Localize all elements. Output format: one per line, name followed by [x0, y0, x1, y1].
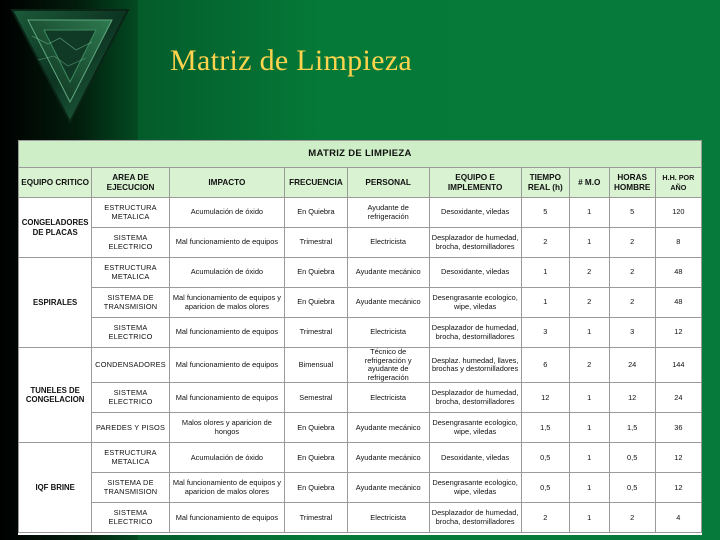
impacto-cell: Acumulación de óxido: [169, 198, 284, 228]
horas-cell: 3: [609, 318, 655, 348]
tiempo-cell: 1,5: [521, 413, 569, 443]
mo-cell: 2: [569, 288, 609, 318]
table-row: [19, 503, 702, 533]
implemento-cell: Desoxidante, viledas: [429, 258, 521, 288]
personal-cell: Ayudante mecánico: [347, 258, 429, 288]
header-cell: AREA DE EJECUCION: [92, 168, 170, 198]
horas-cell: 2: [609, 288, 655, 318]
personal-cell: Ayudante mecánico: [347, 443, 429, 473]
area-cell: PAREDES Y PISOS: [92, 413, 170, 443]
personal-cell: Ayudante mecánico: [347, 413, 429, 443]
mo-cell: 2: [569, 258, 609, 288]
table-row: [19, 318, 702, 348]
implemento-cell: Desengrasante ecologico, wipe, viledas: [429, 413, 521, 443]
implemento-cell: Desplazador de humedad, brocha, destornilladores: [429, 503, 521, 533]
frecuencia-cell: En Quiebra: [285, 443, 348, 473]
mo-cell: 1: [569, 198, 609, 228]
tiempo-cell: 2: [521, 228, 569, 258]
equipment-cell: ESPIRALES: [19, 258, 92, 348]
tiempo-cell: 3: [521, 318, 569, 348]
hh-cell: 48: [655, 258, 701, 288]
table-row: [19, 473, 702, 503]
cleaning-matrix-table: [18, 140, 702, 535]
table-row: [19, 288, 702, 318]
impacto-cell: Mal funcionamiento de equipos y aparicion de malos olores: [169, 288, 284, 318]
header-cell: FRECUENCIA: [285, 168, 348, 198]
hh-cell: 144: [655, 348, 701, 383]
header-cell: # M.O: [569, 168, 609, 198]
horas-cell: 12: [609, 383, 655, 413]
implemento-cell: Desplaz. humedad, llaves, brochas y destornilladores: [429, 348, 521, 383]
impacto-cell: Acumulación de óxido: [169, 443, 284, 473]
implemento-cell: Desengrasante ecologico, wipe, viledas: [429, 473, 521, 503]
area-cell: SISTEMA DE TRANSMISION: [92, 288, 170, 318]
tiempo-cell: 0,5: [521, 443, 569, 473]
area-cell: SISTEMA ELECTRICO: [92, 228, 170, 258]
personal-cell: Ayudante mecánico: [347, 288, 429, 318]
header-cell: EQUIPO CRITICO: [19, 168, 92, 198]
marble-triangle-emblem: [8, 6, 132, 126]
area-cell: ESTRUCTURA METALICA: [92, 198, 170, 228]
implemento-cell: Desengrasante ecologico, wipe, viledas: [429, 288, 521, 318]
personal-cell: Ayudante de refrigeración: [347, 198, 429, 228]
horas-cell: 0,5: [609, 443, 655, 473]
personal-cell: Electricista: [347, 318, 429, 348]
tiempo-cell: 2: [521, 503, 569, 533]
impacto-cell: Malos olores y aparicion de hongos: [169, 413, 284, 443]
impacto-cell: Mal funcionamiento de equipos: [169, 348, 284, 383]
hh-cell: 48: [655, 288, 701, 318]
table-row: [19, 258, 702, 288]
hh-cell: 8: [655, 228, 701, 258]
impacto-cell: Acumulación de óxido: [169, 258, 284, 288]
equipment-cell: CONGELADORES DE PLACAS: [19, 198, 92, 258]
tiempo-cell: 6: [521, 348, 569, 383]
table-row: [19, 413, 702, 443]
area-cell: SISTEMA ELECTRICO: [92, 318, 170, 348]
frecuencia-cell: En Quiebra: [285, 258, 348, 288]
area-cell: CONDENSADORES: [92, 348, 170, 383]
hh-cell: 120: [655, 198, 701, 228]
header-cell: EQUIPO E IMPLEMENTO: [429, 168, 521, 198]
implemento-cell: Desplazador de humedad, brocha, destornilladores: [429, 228, 521, 258]
table-title: MATRIZ DE LIMPIEZA: [19, 141, 702, 168]
tiempo-cell: 12: [521, 383, 569, 413]
equipment-cell: TUNELES DE CONGELACION: [19, 348, 92, 443]
tiempo-cell: 1: [521, 288, 569, 318]
area-cell: SISTEMA ELECTRICO: [92, 503, 170, 533]
personal-cell: Electricista: [347, 503, 429, 533]
area-cell: SISTEMA DE TRANSMISION: [92, 473, 170, 503]
header-cell: HORAS HOMBRE: [609, 168, 655, 198]
impacto-cell: Mal funcionamiento de equipos: [169, 383, 284, 413]
frecuencia-cell: En Quiebra: [285, 413, 348, 443]
hh-cell: 36: [655, 413, 701, 443]
implemento-cell: Desoxidante, viledas: [429, 198, 521, 228]
equipment-cell: IQF BRINE: [19, 443, 92, 533]
implemento-cell: Desoxidante, viledas: [429, 443, 521, 473]
hh-cell: 12: [655, 443, 701, 473]
mo-cell: 1: [569, 473, 609, 503]
area-cell: ESTRUCTURA METALICA: [92, 258, 170, 288]
frecuencia-cell: En Quiebra: [285, 288, 348, 318]
tiempo-cell: 1: [521, 258, 569, 288]
table-row: [19, 383, 702, 413]
impacto-cell: Mal funcionamiento de equipos: [169, 318, 284, 348]
area-cell: SISTEMA ELECTRICO: [92, 383, 170, 413]
impacto-cell: Mal funcionamiento de equipos: [169, 228, 284, 258]
horas-cell: 24: [609, 348, 655, 383]
mo-cell: 1: [569, 443, 609, 473]
personal-cell: Electricista: [347, 383, 429, 413]
header-row: [19, 168, 702, 198]
table-row: [19, 443, 702, 473]
header-cell: H.H. POR AÑO: [655, 168, 701, 198]
horas-cell: 2: [609, 258, 655, 288]
tiempo-cell: 5: [521, 198, 569, 228]
mo-cell: 1: [569, 228, 609, 258]
header-cell: IMPACTO: [169, 168, 284, 198]
frecuencia-cell: Trimestral: [285, 228, 348, 258]
area-cell: ESTRUCTURA METALICA: [92, 443, 170, 473]
hh-cell: 24: [655, 383, 701, 413]
impacto-cell: Mal funcionamiento de equipos: [169, 503, 284, 533]
personal-cell: Técnico de refrigeración y ayudante de refrigeración: [347, 348, 429, 383]
frecuencia-cell: Bimensual: [285, 348, 348, 383]
horas-cell: 5: [609, 198, 655, 228]
implemento-cell: Desplazador de humedad, brocha, destornilladores: [429, 383, 521, 413]
frecuencia-cell: Trimestral: [285, 503, 348, 533]
frecuencia-cell: En Quiebra: [285, 473, 348, 503]
mo-cell: 1: [569, 383, 609, 413]
horas-cell: 2: [609, 228, 655, 258]
frecuencia-cell: Trimestral: [285, 318, 348, 348]
impacto-cell: Mal funcionamiento de equipos y aparicion de malos olores: [169, 473, 284, 503]
implemento-cell: Desplazador de humedad, brocha, destornilladores: [429, 318, 521, 348]
horas-cell: 1,5: [609, 413, 655, 443]
slide-title: Matriz de Limpieza: [170, 44, 412, 77]
personal-cell: Ayudante mecánico: [347, 473, 429, 503]
hh-cell: 12: [655, 318, 701, 348]
horas-cell: 0,5: [609, 473, 655, 503]
horas-cell: 2: [609, 503, 655, 533]
table-row: [19, 348, 702, 383]
personal-cell: Electricista: [347, 228, 429, 258]
mo-cell: 1: [569, 318, 609, 348]
mo-cell: 1: [569, 413, 609, 443]
table-row: [19, 198, 702, 228]
frecuencia-cell: Semestral: [285, 383, 348, 413]
hh-cell: 12: [655, 473, 701, 503]
mo-cell: 2: [569, 348, 609, 383]
header-cell: PERSONAL: [347, 168, 429, 198]
header-cell: TIEMPO REAL (h): [521, 168, 569, 198]
mo-cell: 1: [569, 503, 609, 533]
tiempo-cell: 0,5: [521, 473, 569, 503]
hh-cell: 4: [655, 503, 701, 533]
frecuencia-cell: En Quiebra: [285, 198, 348, 228]
table-row: [19, 228, 702, 258]
